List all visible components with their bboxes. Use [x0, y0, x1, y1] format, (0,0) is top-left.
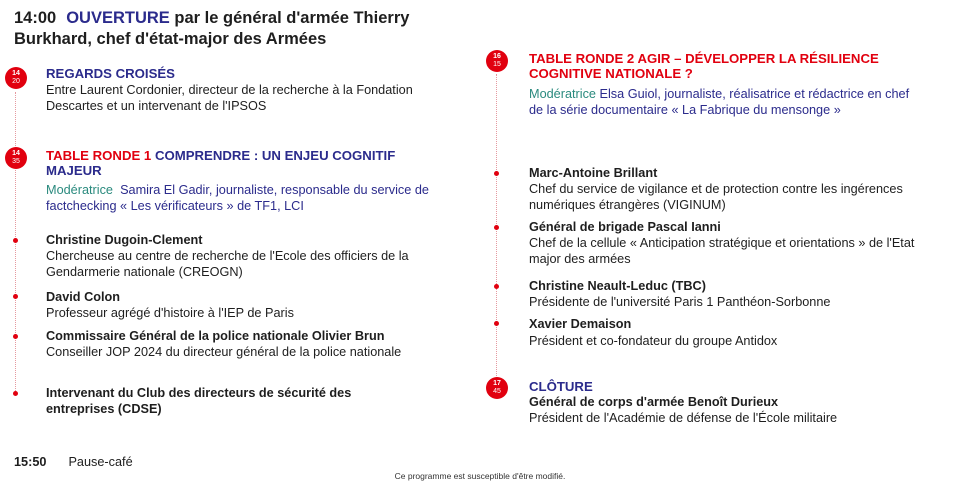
moderator-label: Modératrice [529, 87, 596, 101]
pause-text: Pause-café [68, 455, 133, 469]
speaker-role: Conseiller JOP 2024 du directeur général de la police nationale [46, 345, 402, 359]
badge-hour: 17 [493, 380, 501, 387]
opening-line [14, 8, 484, 50]
table1-label: TABLE RONDE 1 [46, 148, 152, 163]
time-badge [5, 147, 27, 169]
opening-keyword: OUVERTURE [66, 9, 170, 27]
bullet-dot [494, 284, 499, 289]
badge-minute: 35 [12, 158, 20, 165]
speaker-name: Intervenant du Club des directeurs de sécurité des entreprises (CDSE) [46, 386, 352, 416]
regards-title: REGARDS CROISÉS [46, 66, 175, 81]
table2-label: TABLE RONDE 2 [529, 51, 635, 66]
badge-hour: 16 [493, 53, 501, 60]
speaker-role: Professeur agrégé d'histoire à l'IEP de Paris [46, 306, 294, 320]
speaker-name: Xavier Demaison [529, 317, 632, 331]
bullet-dot [13, 391, 18, 396]
table1-moderator [46, 182, 441, 214]
time-badge [486, 50, 508, 72]
bullet-dot [13, 294, 18, 299]
badge-minute: 20 [12, 78, 20, 85]
opening-time: 14:00 [14, 9, 57, 27]
badge-hour: 14 [12, 150, 20, 157]
closing-role: Président de l'Académie de défense de l'École militaire [529, 411, 838, 425]
time-badge [486, 377, 508, 399]
bullet-dot [494, 225, 499, 230]
speaker-name: Christine Neault-Leduc (TBC) [529, 279, 706, 293]
timeline-line [15, 92, 16, 148]
bullet-dot [13, 238, 18, 243]
time-badge [5, 67, 27, 89]
closing-title: CLÔTURE [529, 379, 593, 394]
speaker-name: Christine Dugoin-Clement [46, 233, 203, 247]
table1-theme: COMPRENDRE : UN ENJEU COGNITIF MAJEUR [46, 148, 396, 178]
speaker-role: Chef de la cellule « Anticipation stratégique et orientations » de l'Etat major des armées [529, 236, 915, 266]
regards-text: Entre Laurent Cordonier, directeur de la recherche à la Fondation Descartes et un intervenant de l'IPSOS [46, 83, 413, 113]
speaker-name: Marc-Antoine Brillant [529, 166, 658, 180]
bullet-dot [13, 334, 18, 339]
closing-name: Général de corps d'armée Benoît Durieux [529, 395, 779, 409]
opening-text: par le général d'armée Thierry Burkhard, chef d'état-major des Armées [14, 9, 410, 48]
table2-theme: AGIR – DÉVELOPPER LA RÉSILIENCE COGNITIVE NATIONALE ? [529, 51, 879, 81]
badge-minute: 45 [493, 388, 501, 395]
moderator-text: Samira El Gadir, journaliste, responsable du service de factchecking « Les vérificateurs » de TF1, LCI [46, 183, 429, 213]
speaker-name: Général de brigade Pascal Ianni [529, 220, 721, 234]
moderator-label: Modératrice [46, 183, 113, 197]
speaker-role: Président et co-fondateur du groupe Antidox [529, 334, 778, 348]
speaker-role: Présidente de l'université Paris 1 Panthéon-Sorbonne [529, 295, 831, 309]
timeline-line [15, 170, 16, 395]
speaker-role: Chef du service de vigilance et de protection contre les ingérences numériques étrangères (VIGINUM) [529, 182, 903, 212]
table2-title [529, 51, 929, 81]
pause-line [14, 455, 133, 469]
table1-title [46, 148, 446, 178]
speaker-role: Chercheuse au centre de recherche de l'Ecole des officiers de la Gendarmerie nationale (CREOGN) [46, 249, 409, 279]
table2-moderator [529, 86, 924, 118]
speaker-name: Commissaire Général de la police nationale Olivier Brun [46, 329, 385, 343]
moderator-text: Elsa Guiol, journaliste, réalisatrice et rédactrice en chef de la série documentaire « La Fabrique du mensonge » [529, 87, 910, 117]
footer-note: Ce programme est susceptible d'être modifié. [394, 471, 566, 481]
bullet-dot [494, 171, 499, 176]
bullet-dot [494, 321, 499, 326]
badge-minute: 15 [493, 61, 501, 68]
speaker-name: David Colon [46, 290, 121, 304]
pause-time: 15:50 [14, 455, 47, 469]
badge-hour: 14 [12, 70, 20, 77]
